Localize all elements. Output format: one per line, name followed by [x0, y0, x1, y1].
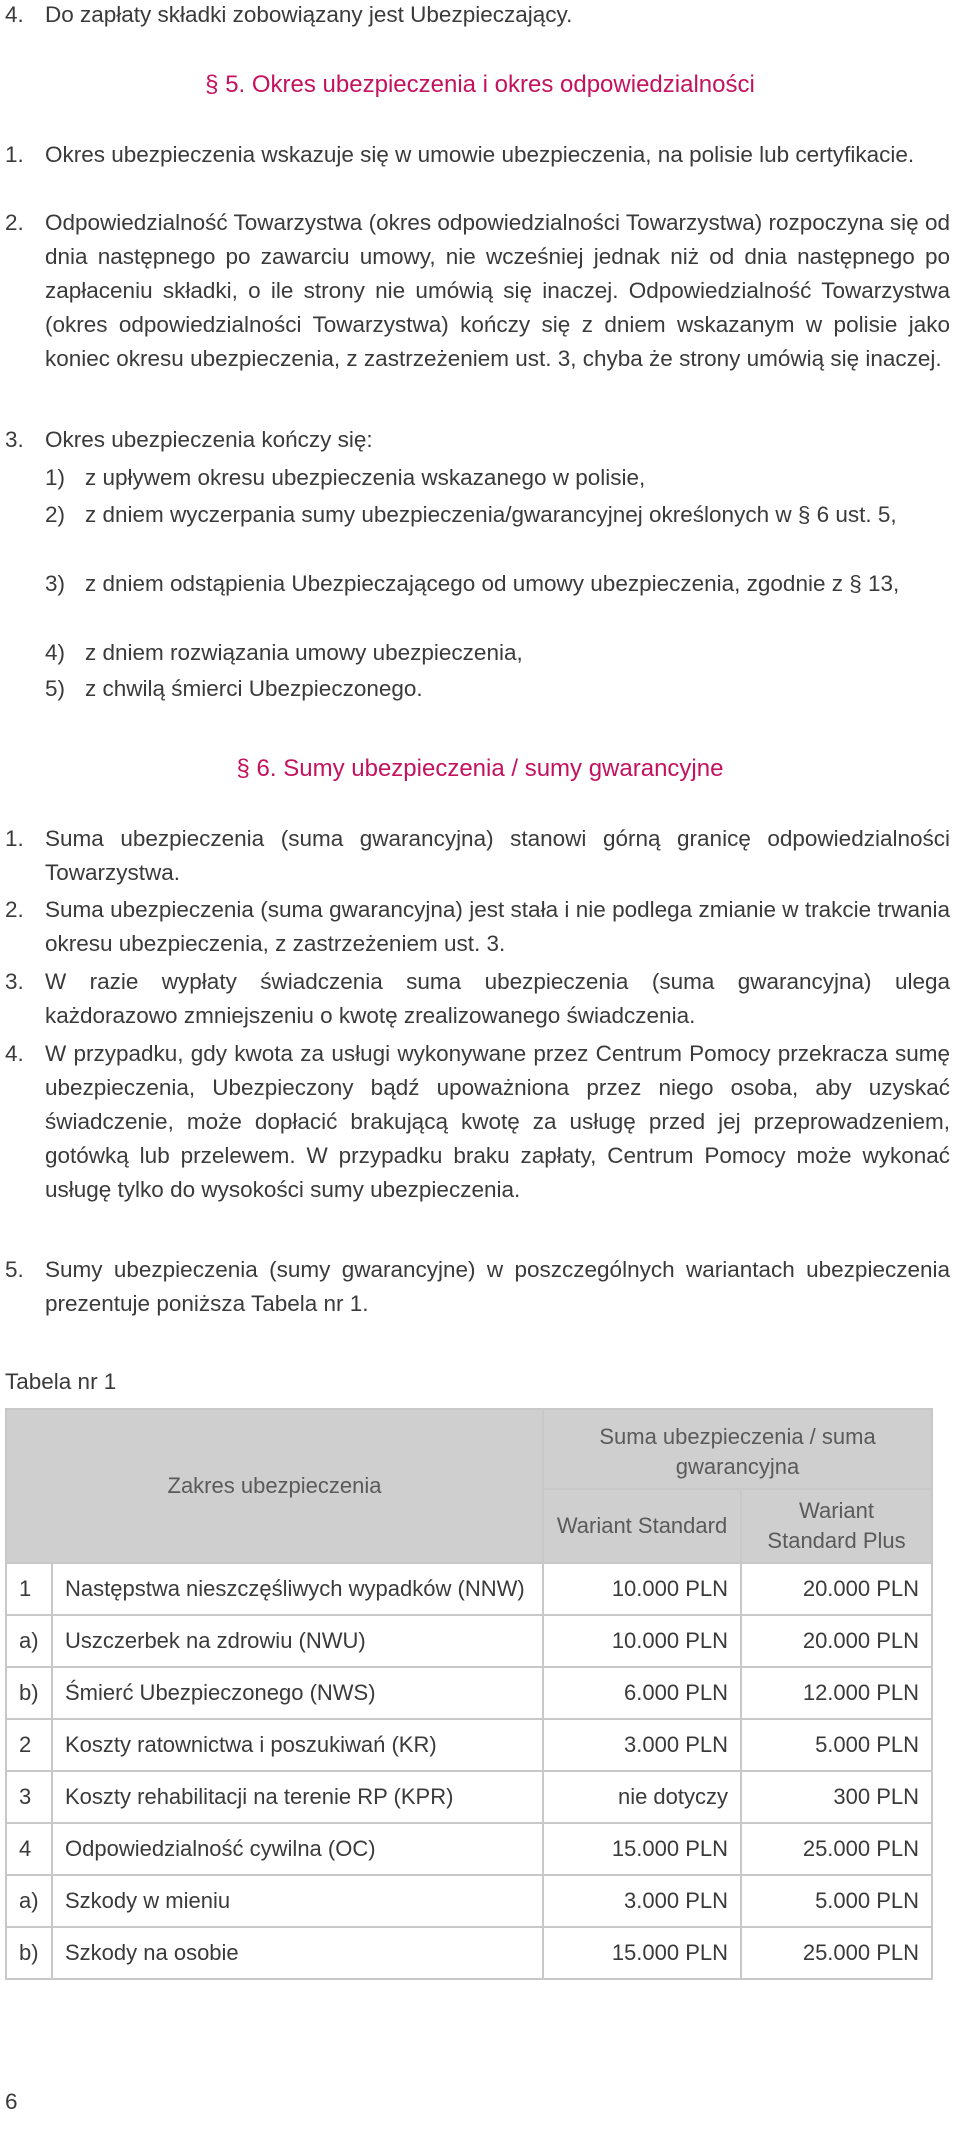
paragraph-number: 2. — [5, 210, 24, 235]
row-number: a) — [6, 1615, 52, 1667]
table-row — [6, 1719, 932, 1771]
list-item-number: 2) — [45, 502, 66, 527]
header-sum: Suma ubezpieczenia / suma gwarancyjna — [543, 1409, 932, 1489]
row-standard-value: 10.000 PLN — [543, 1615, 741, 1667]
paragraph-text: Okres ubezpieczenia wskazuje się w umowie ubezpieczenia, na polisie lub certyfikacie. — [45, 142, 915, 167]
list-item-number: 1) — [45, 465, 66, 490]
row-plus-value: 25.000 PLN — [741, 1823, 932, 1875]
row-scope: Szkody na osobie — [52, 1927, 543, 1979]
row-number: 2 — [6, 1719, 52, 1771]
row-standard-value: nie dotyczy — [543, 1771, 741, 1823]
row-number: a) — [6, 1875, 52, 1927]
list-item — [45, 672, 950, 706]
row-scope: Odpowiedzialność cywilna (OC) — [52, 1823, 543, 1875]
section-6-paragraph-5 — [5, 1253, 950, 1321]
paragraph-text: Sumy ubezpieczenia (sumy gwarancyjne) w poszczególnych wariantach ubezpieczenia prezentuje poniższa Tabela nr 1. — [45, 1257, 950, 1316]
table-header-row — [6, 1409, 932, 1489]
section-6-heading: § 6. Sumy ubezpieczenia / sumy gwarancyjne — [236, 755, 724, 782]
header-scope: Zakres ubezpieczenia — [6, 1409, 543, 1563]
paragraph-number: 3. — [5, 969, 24, 994]
paragraph-number: 1. — [5, 826, 24, 851]
row-scope: Uszczerbek na zdrowiu (NWU) — [52, 1615, 543, 1667]
paragraph-number: 4. — [5, 2, 24, 27]
table-row — [6, 1823, 932, 1875]
section-5-paragraph-3 — [5, 423, 950, 457]
table-row — [6, 1875, 932, 1927]
list-item-text: z dniem wyczerpania sumy ubezpieczenia/gwarancyjnej określonych w § 6 ust. 5, — [85, 502, 897, 527]
paragraph-text: Odpowiedzialność Towarzystwa (okres odpowiedzialności Towarzystwa) rozpoczyna się od dnia następnego po zawarciu umowy, nie wcześniej jednak niż od dnia następnego po zapłaceniu składki, o ile strony nie umówią się inaczej. Odpowiedzialność Towarzystwa (okres odpowiedzialności Towarzystwa) kończy się z dniem wskazanym w polisie jako koniec okresu ubezpieczenia, z zastrzeżeniem ust. 3, chyba że strony umówią się inaczej. — [45, 210, 950, 371]
list-item-text: z dniem rozwiązania umowy ubezpieczenia, — [85, 640, 523, 665]
paragraph-text: Suma ubezpieczenia (suma gwarancyjna) stanowi górną granicę odpowiedzialności Towarzystwa. — [45, 826, 950, 885]
paragraph-text: Okres ubezpieczenia kończy się: — [45, 427, 373, 452]
paragraph-number: 1. — [5, 142, 24, 167]
paragraph-text: W przypadku, gdy kwota za usługi wykonywane przez Centrum Pomocy przekracza sumę ubezpieczenia, Ubezpieczony bądź upoważniona przez niego osoba, aby uzyskać świadczenie, może dopłacić brakującą kwotę za usługę przed jej przeprowadzeniem, gotówką lub przelewem. W przypadku braku zapłaty, Centrum Pomocy może wykonać usługę tylko do wysokości sumy ubezpieczenia. — [45, 1041, 950, 1202]
paragraph-number: 2. — [5, 897, 24, 922]
paragraph-number: 4. — [5, 1041, 24, 1066]
row-plus-value: 20.000 PLN — [741, 1615, 932, 1667]
list-item-text: z dniem odstąpienia Ubezpieczającego od umowy ubezpieczenia, zgodnie z § 13, — [85, 571, 900, 596]
row-standard-value: 15.000 PLN — [543, 1823, 741, 1875]
list-item — [45, 636, 950, 670]
table-caption: Tabela nr 1 — [5, 1369, 117, 1394]
table-row — [6, 1563, 932, 1615]
row-scope: Śmierć Ubezpieczonego (NWS) — [52, 1667, 543, 1719]
list-item — [45, 498, 950, 532]
paragraph-text: W razie wypłaty świadczenia suma ubezpieczenia (suma gwarancyjna) ulega każdorazowo zmniejszeniu o kwotę zrealizowanego świadczenia. — [45, 969, 950, 1028]
header-variant-standard: Wariant Standard — [543, 1489, 741, 1563]
section-6-paragraph-2 — [5, 893, 950, 961]
row-scope: Koszty rehabilitacji na terenie RP (KPR) — [52, 1771, 543, 1823]
section-5-heading: § 5. Okres ubezpieczenia i okres odpowiedzialności — [205, 71, 755, 98]
paragraph-text: Suma ubezpieczenia (suma gwarancyjna) jest stała i nie podlega zmianie w trakcie trwania okresu ubezpieczenia, z zastrzeżeniem ust. 3. — [45, 897, 950, 956]
row-standard-value: 6.000 PLN — [543, 1667, 741, 1719]
paragraph-number: 3. — [5, 427, 24, 452]
table-row — [6, 1771, 932, 1823]
insurance-sums-table — [5, 1408, 933, 1980]
paragraph-text: Do zapłaty składki zobowiązany jest Ubezpieczający. — [45, 2, 573, 27]
row-number: 4 — [6, 1823, 52, 1875]
list-item-text: z upływem okresu ubezpieczenia wskazanego w polisie, — [85, 465, 646, 490]
row-number: 1 — [6, 1563, 52, 1615]
table-row — [6, 1667, 932, 1719]
header-variant-standard-plus: Wariant Standard Plus — [741, 1489, 932, 1563]
table-row — [6, 1927, 932, 1979]
section-5-paragraph-1 — [5, 138, 950, 172]
page-number: 6 — [5, 2089, 18, 2114]
row-plus-value: 5.000 PLN — [741, 1875, 932, 1927]
row-scope: Koszty ratownictwa i poszukiwań (KR) — [52, 1719, 543, 1771]
table-row — [6, 1615, 932, 1667]
row-plus-value: 5.000 PLN — [741, 1719, 932, 1771]
row-standard-value: 3.000 PLN — [543, 1875, 741, 1927]
section-6-paragraph-4 — [5, 1037, 950, 1207]
row-number: b) — [6, 1667, 52, 1719]
row-standard-value: 10.000 PLN — [543, 1563, 741, 1615]
list-item — [45, 567, 950, 601]
list-item-number: 3) — [45, 571, 66, 596]
list-item — [45, 461, 950, 495]
row-scope: Następstwa nieszczęśliwych wypadków (NNW) — [52, 1563, 543, 1615]
list-item-text: z chwilą śmierci Ubezpieczonego. — [85, 676, 423, 701]
paragraph-number: 5. — [5, 1257, 24, 1282]
row-standard-value: 3.000 PLN — [543, 1719, 741, 1771]
list-item-number: 5) — [45, 676, 66, 701]
row-number: b) — [6, 1927, 52, 1979]
section-5-paragraph-2 — [5, 206, 950, 376]
row-plus-value: 300 PLN — [741, 1771, 932, 1823]
row-number: 3 — [6, 1771, 52, 1823]
row-plus-value: 12.000 PLN — [741, 1667, 932, 1719]
paragraph-4 — [5, 0, 950, 32]
row-scope: Szkody w mieniu — [52, 1875, 543, 1927]
section-6-paragraph-1 — [5, 822, 950, 890]
section-6-paragraph-3 — [5, 965, 950, 1033]
row-plus-value: 25.000 PLN — [741, 1927, 932, 1979]
row-plus-value: 20.000 PLN — [741, 1563, 932, 1615]
list-item-number: 4) — [45, 640, 66, 665]
row-standard-value: 15.000 PLN — [543, 1927, 741, 1979]
